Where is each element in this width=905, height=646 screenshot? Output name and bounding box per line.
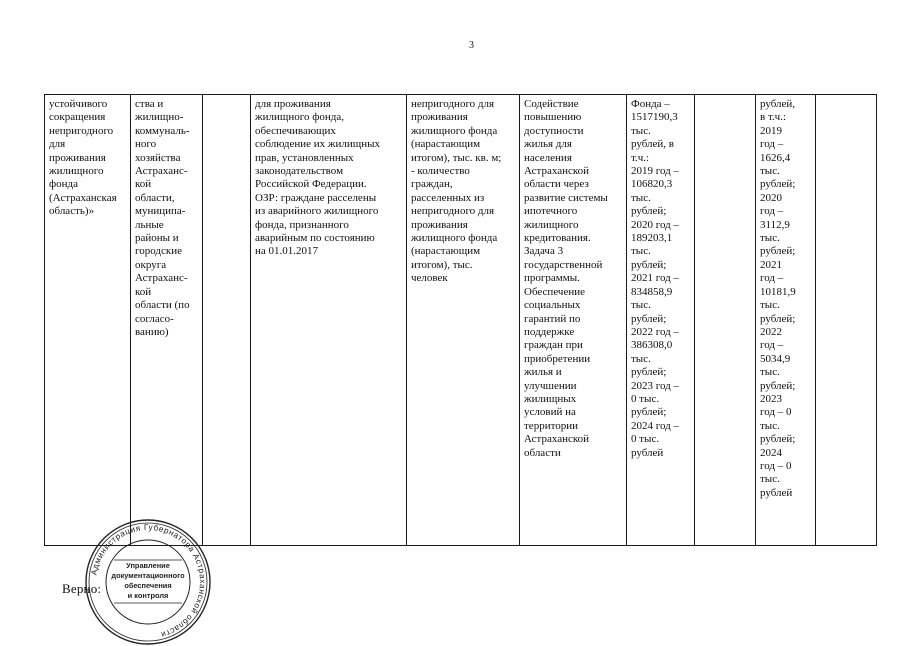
table-cell-regional-financing: рублей, в т.ч.: 2019 год – 1626,4 тыс. рублей; 2020 год – 3112,9 тыс. рублей; 2021 год – 10181,9 тыс. рублей; 2022 год – 5034,9 тыс. рублей; 2023 год – 0 тыс. рублей; 2024 год – 0 тыс. рублей xyxy=(756,95,816,546)
seal-center-line-2: документационного xyxy=(111,571,185,580)
program-table xyxy=(44,94,877,546)
official-seal xyxy=(84,518,212,646)
table-cell-state-program: Содействие повышению доступности жилья для населения Астраханской области через развитие системы ипотечного жилищного кредитования. Задача 3 государственной программы. Обеспечение социальных гарантий по поддержке граждан при приобретении жилья и улучшении жилищных условий на территории Астраханской области xyxy=(520,95,627,546)
page-number: 3 xyxy=(469,40,475,51)
verno-label: Верно: xyxy=(62,581,102,596)
table-cell-empty xyxy=(816,95,877,546)
seal-center-line-3: обеспечения xyxy=(124,581,172,590)
seal-center-line-1: Управление xyxy=(126,561,170,570)
table-cell-program-name: устойчивого сокращения непригодного для проживания жилищного фонда (Астраханская область)» xyxy=(45,95,131,546)
table-cell-indicators: непригодного для проживания жилищного фонда (нарастающим итогом), тыс. кв. м; - количество граждан, расселенных из непригодного для проживания жилищного фонда (нарастающим итогом), тыс. человек xyxy=(407,95,520,546)
seal-center-line-4: и контроля xyxy=(127,591,169,600)
table-cell-empty xyxy=(695,95,756,546)
table-row xyxy=(45,95,877,546)
seal-ring-text: Администрация Губернатора Астраханской области xyxy=(89,522,208,640)
table-cell-fund-financing: Фонда – 1517190,3 тыс. рублей, в т.ч.: 2019 год – 106820,3 тыс. рублей; 2020 год – 189203,1 тыс. рублей; 2021 год – 834858,9 тыс. рублей; 2022 год – 386308,0 тыс. рублей; 2023 год – 0 тыс. рублей; 2024 год – 0 тыс. рублей xyxy=(627,95,695,546)
table-cell-empty xyxy=(203,95,251,546)
table-cell-executors: ства и жилищно- коммуналь- ного хозяйства Астраханс- кой области, муниципа- льные районы и городские округа Астраханс- кой области (по согласо- ванию) xyxy=(131,95,203,546)
table-cell-goal: для проживания жилищного фонда, обеспечивающих соблюдение их жилищных прав, установленных законодательством Российской Федерации. ОЗР: граждане расселены из аварийного жилищного фонда, признанного аварийным по состоянию на 01.01.2017 xyxy=(251,95,407,546)
